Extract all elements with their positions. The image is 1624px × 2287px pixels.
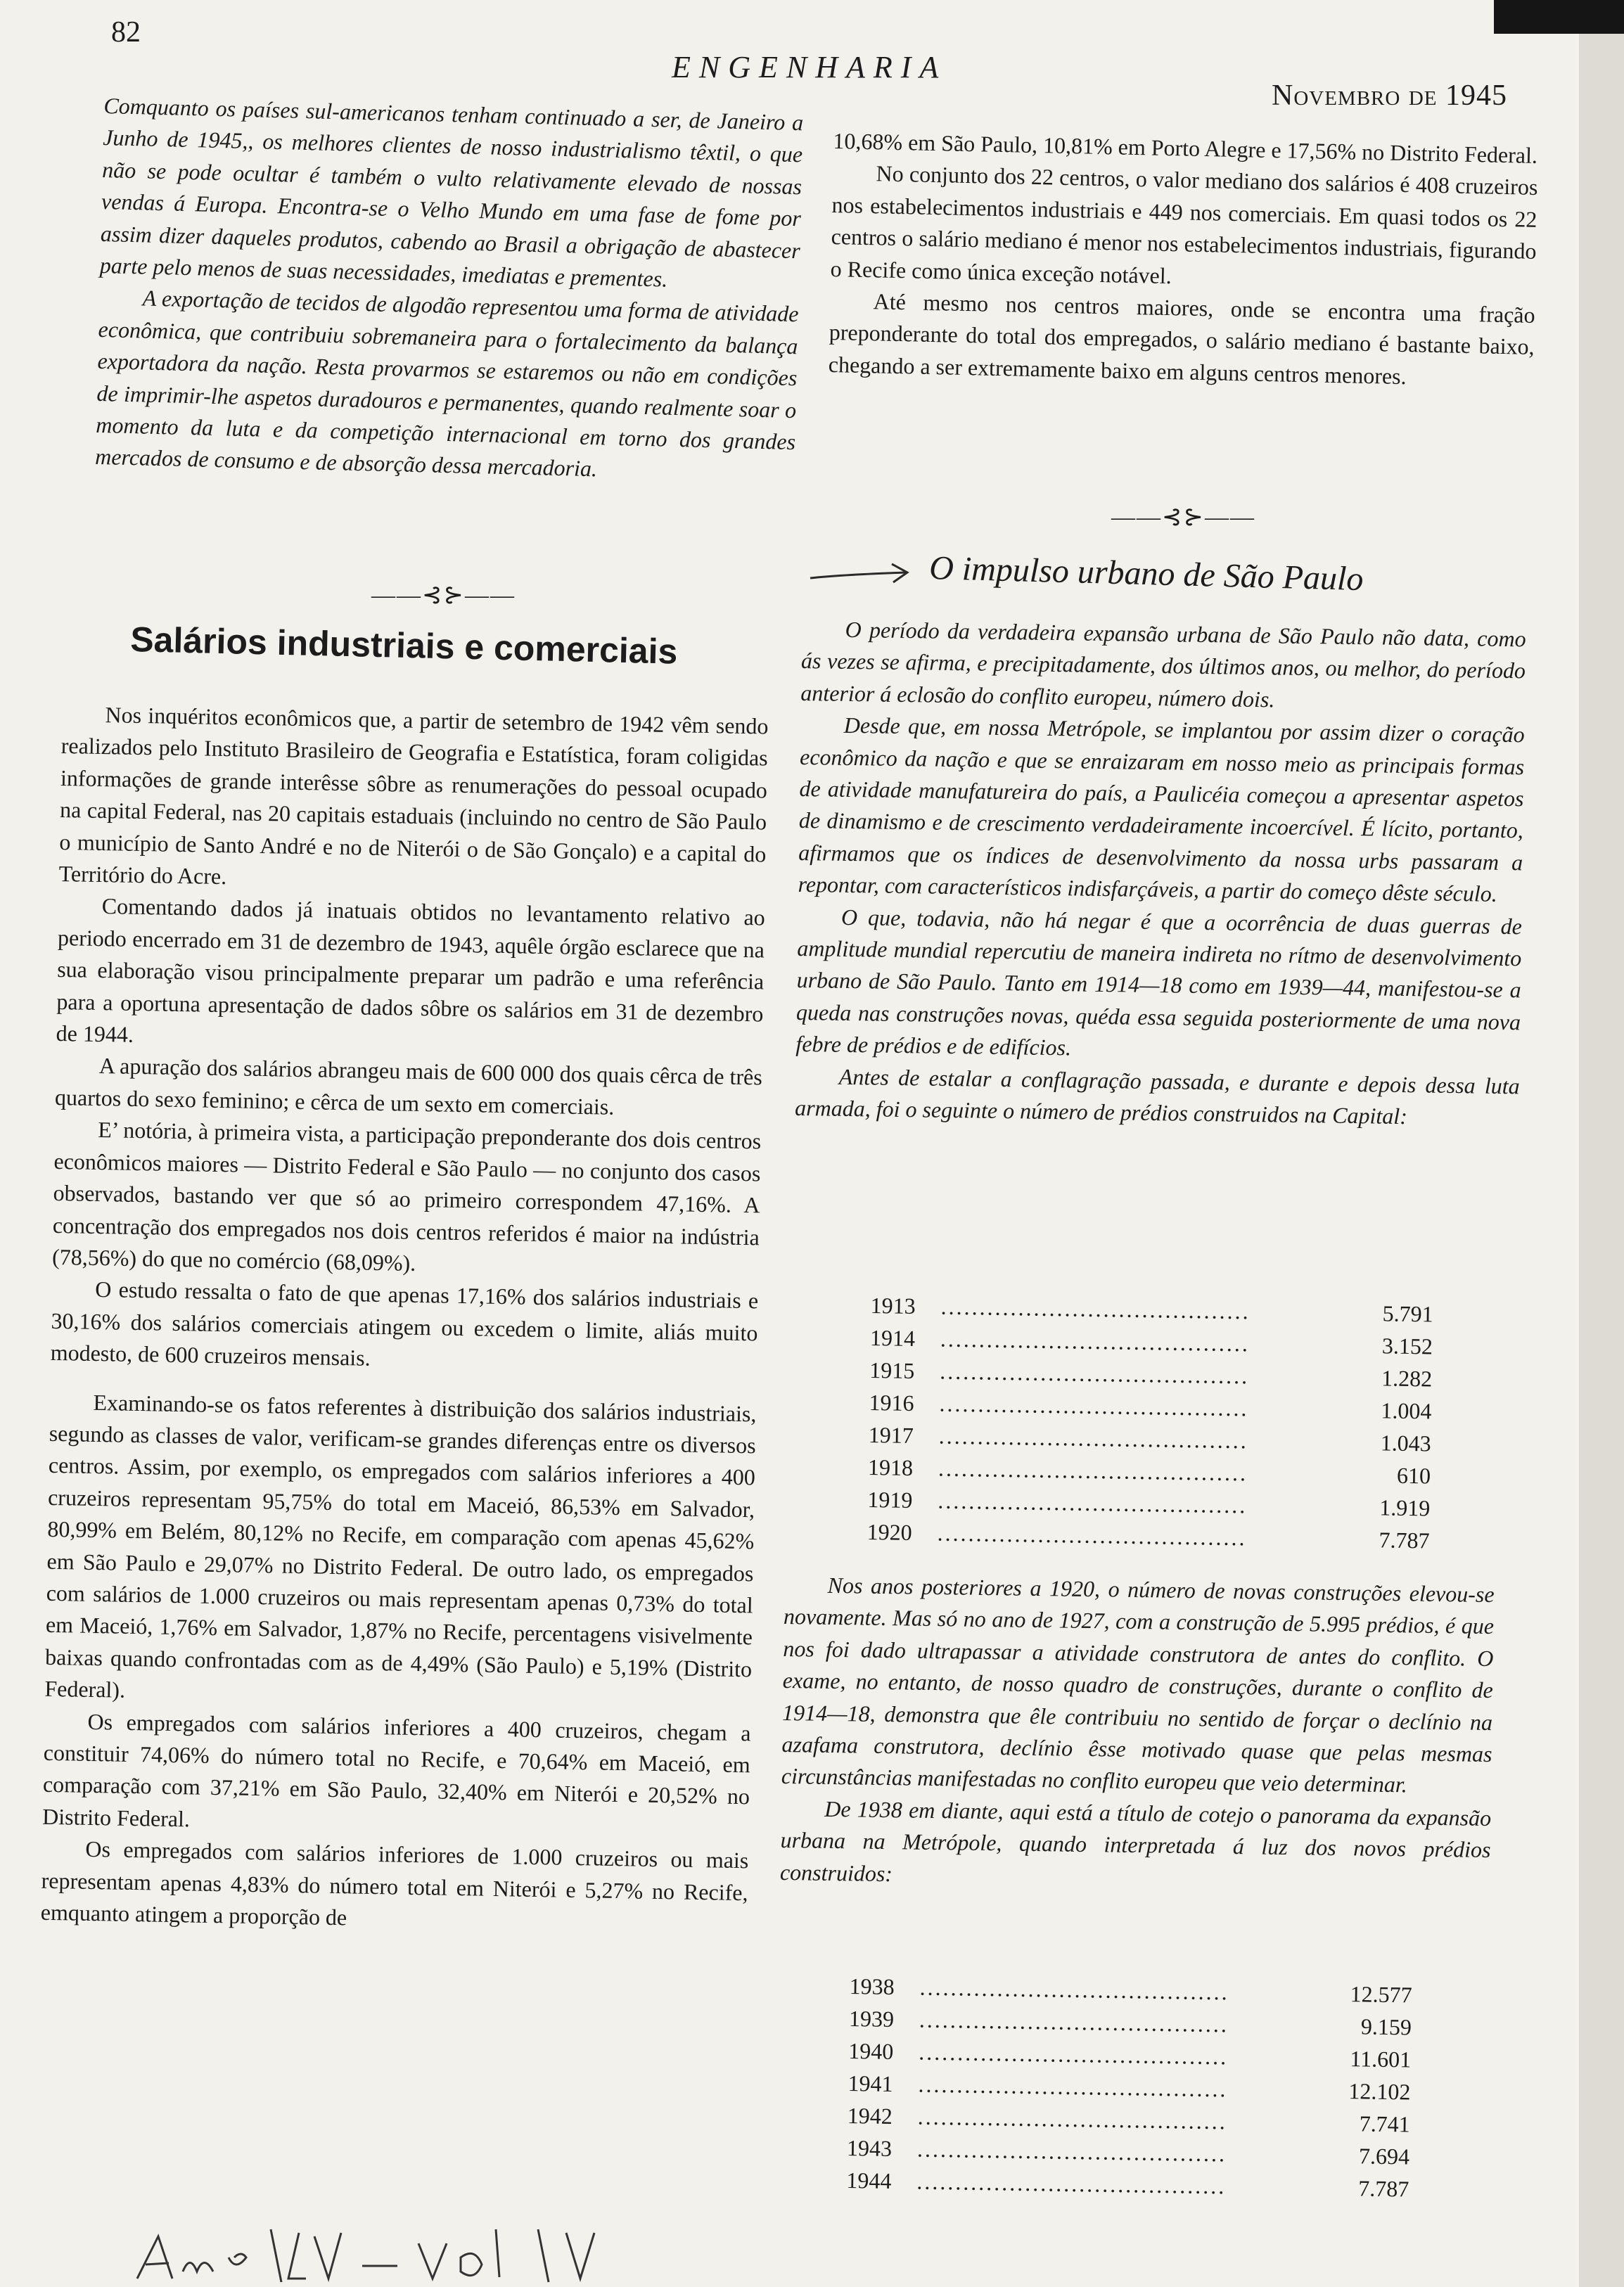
value-cell: 7.787 — [1358, 2175, 1409, 2202]
article-title-impulso-urbano: O impulso urbano de São Paulo — [928, 549, 1364, 598]
value-cell: 1.043 — [1380, 1430, 1432, 1456]
article-body-impulso — [795, 613, 1526, 1134]
year-cell: 1943 — [846, 2134, 893, 2161]
paragraph: A apuração dos salários abrangeu mais de 600 000 dos quais cêrca de três quartos do sexo feminino; e cêrca de um sexto em comerciais. — [54, 1053, 763, 1120]
paragraph: O estudo ressalta o fato de que apenas 17,16% dos salários industriais e 30,16% dos salários comerciais atingem ou excedem o limite, aliás muito modesto, de 600 cruzeiros mensais. — [50, 1276, 759, 1371]
issue-date: Novembro de 1945 — [1272, 79, 1508, 112]
leader-dots: ........................................ — [916, 2136, 1227, 2167]
article-title-salarios: Salários industriais e comerciais — [129, 619, 678, 672]
scan-page-edge — [1579, 34, 1624, 2287]
year-cell: 1918 — [867, 1454, 914, 1480]
paragraph: Desde que, em nossa Metrópole, se implantou por assim dizer o coração econômico da nação e que se enraizaram em nosso meio as principais formas de atividade manufatureira do país, a Paulicéia começou a apresentar aspetos de dinamismo e de crescimento verdadeiramente incoercível. É lícito, portanto, afirmamos que os índices de desenvolvimento da nossa urbs passaram a repontar, com característicos indisfarçáveis, a partir do começo dêste século. — [798, 712, 1525, 907]
paragraph: Nos anos posteriores a 1920, o número de novas construções elevou-se novamente. Mas só no ano de 1927, com a construção de 5.995 prédios, é que nos foi dado ultrapassar a atividade construtora de antes do conflito. O exame, no entanto, de nosso quadro de construções, durante o conflito de 1914—18, demonstra que êle contribuiu no sentido de forçar o declínio na azafama construtora, declínio êsse motivado quase que pelas mesmas circunstâncias manifestadas no conflito europeu que veio determinar. — [781, 1572, 1495, 1798]
table-buildings-1913-1920 — [867, 1293, 1433, 1561]
paragraph: Examinando-se os fatos referentes à distribuição dos salários industriais, segundo as classes de valor, verificam-se grandes diferenças entre os diversos centros. Assim, por exemplo, os empregados com salários inferiores a 400 cruzeiros representam 95,75% do total em Maceió, 86,53% em Salvador, 80,99% em Belém, 80,12% no Recife, em comparação com apenas 45,62% em São Paulo e 29,07% no Distrito Federal. De outro lado, os empregados com salários de 1.000 cruzeiros ou mais representam apenas 0,73% do total em Maceió, 1,76% em Salvador, 1,87% no Recife, percentagens visivelmente baixas quando confrontadas com as de 4,49% (São Paulo) e 5,19% (Distrito Federal). — [44, 1389, 757, 1703]
paragraph: Antes de estalar a conflagração passada, e durante e depois dessa luta armada, foi o seguinte o número de prédios construidos na Capital: — [794, 1063, 1520, 1129]
paragraph: O período da verdadeira expansão urbana de São Paulo não data, como ás vezes se afirma, e precipitadamente, dos últimos anos, ou melhor, do período anterior á eclosão do conflito europeu, número dois. — [800, 616, 1526, 712]
year-cell: 1940 — [848, 2037, 894, 2064]
paragraph: E’ notória, à primeira vista, a participação preponderante dos dois centros econômicos maiores — Distrito Federal e São Paulo — no conjunto dos casos observados, bastando ver que só ao primeiro correspondem 47,16%. A concentração dos empregados nos dois centros referidos é maior na indústria (78,56%) do que no comércio (68,09%). — [51, 1117, 762, 1276]
leader-dots: ........................................ — [937, 1520, 1247, 1551]
value-cell: 11.601 — [1350, 2046, 1412, 2073]
leader-dots: ........................................ — [918, 2039, 1229, 2070]
year-cell: 1919 — [867, 1486, 913, 1513]
section-ornament: ——⊰⊱—— — [371, 582, 516, 608]
paragraph: Comquanto os países sul-americanos tenham continuado a ser, de Janeiro a Junho de 1945,, os melhores clientes de nosso industrialismo têxtil, o que não se pode ocultar é também o vulto relativamente elevado de nossas vendas á Europa. Encontra-se o Velho Mundo em uma fase de fome por assim dizer daqueles produtos, cabendo ao Brasil a obrigação de abastecer parte pelo menos de suas necessidades, imediatas e prementes. — [99, 92, 804, 292]
leader-dots: ........................................ — [940, 1293, 1251, 1324]
value-cell: 5.791 — [1382, 1300, 1433, 1327]
page-number: 82 — [111, 16, 141, 49]
leader-dots: ........................................ — [940, 1326, 1251, 1357]
year-cell: 1942 — [847, 2102, 893, 2129]
value-cell: 9.159 — [1360, 2013, 1412, 2040]
value-cell: 7.787 — [1379, 1527, 1430, 1554]
paragraph: 10,68% em São Paulo, 10,81% em Porto Alegre e 17,56% no Distrito Federal. — [833, 127, 1538, 168]
article-body-salarios — [40, 698, 768, 1941]
leader-dots: ........................................ — [939, 1390, 1249, 1421]
leader-dots: ........................................ — [938, 1423, 1249, 1454]
value-cell: 12.102 — [1348, 2078, 1411, 2105]
leader-dots: ........................................ — [938, 1487, 1248, 1518]
paragraph: A exportação de tecidos de algodão representou uma forma de atividade econômica, que contribuiu sobremaneira para o fortalecimento da balança exportadora da nação. Resta provarmos se estaremos ou não em condições de imprimir-lhe aspetos duradouros e permanentes, quando realmente soar o momento da luta e da competição internacional em torno dos grandes mercados de consumo e de absorção dessa mercadoria. — [94, 285, 799, 482]
scan-edge-shadow — [1494, 0, 1624, 34]
right-top-text — [828, 125, 1538, 395]
paragraph: De 1938 em diante, aqui está a título de cotejo o panorama da expansão urbana na Metrópole, quando interpretada á luz dos novos prédios construidos: — [779, 1795, 1492, 1886]
paragraph: Os empregados com salários inferiores de 1.000 cruzeiros ou mais representam apenas 4,83% do número total em Niterói e 5,27% no Recife, emquanto atingem a proporção de — [40, 1836, 749, 1930]
value-cell: 7.741 — [1359, 2110, 1411, 2137]
value-cell: 1.282 — [1381, 1365, 1433, 1392]
leader-dots: ........................................ — [919, 2006, 1229, 2037]
article-body-impulso-continued — [780, 1569, 1495, 1898]
year-cell: 1917 — [868, 1421, 914, 1448]
value-cell: 7.694 — [1358, 2143, 1410, 2170]
leader-dots: ........................................ — [917, 2103, 1228, 2134]
leader-dots: ........................................ — [916, 2168, 1227, 2199]
leader-dots: ........................................ — [938, 1455, 1248, 1486]
section-ornament: ——⊰⊱—— — [1111, 504, 1255, 530]
hand-drawn-arrow-icon — [809, 561, 914, 589]
table-buildings-1938-1944 — [846, 1973, 1412, 2209]
leader-dots: ........................................ — [939, 1358, 1250, 1389]
paragraph: Até mesmo nos centros maiores, onde se encontra uma fração preponderante do total dos empregados, o salário mediano é bastante baixo, chegando a ser extremamente baixo em alguns centros menores. — [828, 288, 1535, 389]
handwritten-note — [130, 2215, 608, 2286]
value-cell: 610 — [1396, 1462, 1431, 1489]
value-cell: 12.577 — [1350, 1981, 1412, 2008]
value-cell: 3.152 — [1381, 1333, 1433, 1359]
paragraph: No conjunto dos 22 centros, o valor mediano dos salários é 408 cruzeiros nos estabelecimentos industriais e 449 nos comerciais. Em quasi todos os 22 centros o salário mediano é menor nos estabelecimentos industriais, figurando o Recife como única exceção notável. — [830, 160, 1538, 288]
value-cell: 1.004 — [1381, 1397, 1432, 1424]
year-cell: 1938 — [849, 1973, 895, 2000]
paragraph: Comentando dados já inatuais obtidos no levantamento relativo ao periodo encerrado em 31 de dezembro de 1943, aquêle órgão esclarece que na sua elaboração visou principalmente preparar um padrão e uma referência para a oportuna apresentação de dados sôbre os salários em 31 de dezembro de 1944. — [56, 893, 766, 1047]
year-cell: 1920 — [867, 1518, 912, 1545]
left-top-text — [95, 90, 804, 490]
paragraph: Os empregados com salários inferiores a 400 cruzeiros, chegam a constituir 74,06% do número total no Recife, e 70,64% em Maceió, em comparação com 37,21% em São Paulo, 32,40% em Niterói e 20,52% no Distrito Federal. — [41, 1708, 751, 1832]
year-cell: 1941 — [848, 2070, 893, 2096]
year-cell: 1914 — [869, 1324, 916, 1351]
leader-dots: ........................................ — [918, 2071, 1228, 2102]
paragraph: O que, todavia, não há negar é que a ocorrência de duas guerras de amplitude mundial repercutiu de maneira indireta no rítmo de desenvolvimento urbano de São Paulo. Tanto em 1914—18 como em 1939—44, manifestou-se a queda nas construções novas, quéda essa seguida posteriormente de uma nova febre de prédios e de edifícios. — [795, 904, 1523, 1061]
running-title: ENGENHARIA — [672, 50, 947, 84]
year-cell: 1915 — [869, 1357, 915, 1383]
value-cell: 1.919 — [1379, 1494, 1431, 1521]
year-cell: 1939 — [848, 2005, 895, 2032]
year-cell: 1916 — [869, 1389, 914, 1416]
leader-dots: ........................................ — [919, 1974, 1229, 2005]
paragraph: Nos inquéritos econômicos que, a partir de setembro de 1942 vêm sendo realizados pelo Instituto Brasileiro de Geografia e Estatística, foram coligidas informações de grande interêsse sôbre as renumerações do pessoal ocupado na capital Federal, nas 20 capitais estaduais (incluindo no centro de São Paulo o município de Santo André e no de Niterói o de São Gonçalo) e a capital do Território do Acre. — [58, 702, 769, 890]
year-cell: 1913 — [870, 1293, 916, 1319]
year-cell: 1944 — [846, 2167, 892, 2193]
